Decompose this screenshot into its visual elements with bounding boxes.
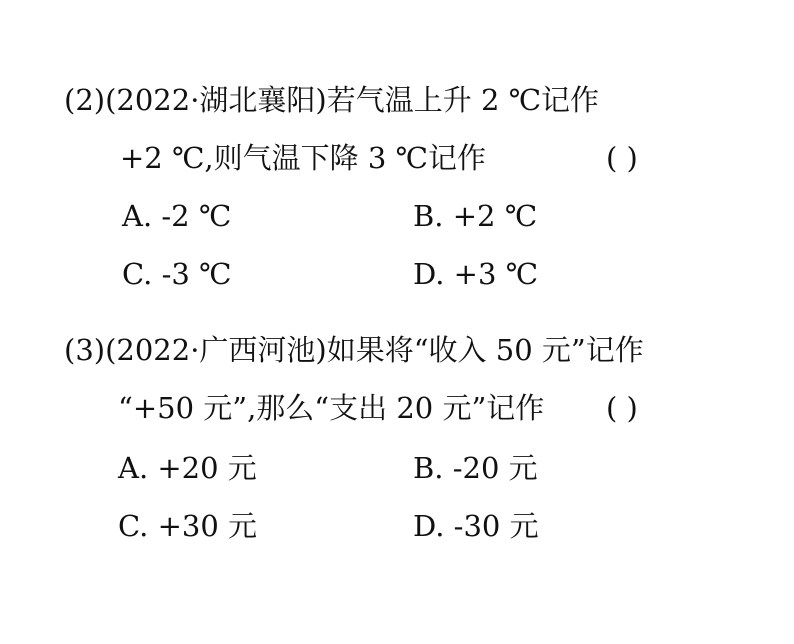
- question-2-option-b[interactable]: B. +2 ℃: [413, 199, 538, 233]
- question-3-option-a[interactable]: A. +20 元: [118, 451, 257, 485]
- question-3-stem-line-2: “+50 元”,那么“支出 20 元”记作: [118, 391, 545, 425]
- question-2-answer-blank[interactable]: ( ): [606, 141, 638, 175]
- question-2-option-c[interactable]: C. -3 ℃: [122, 257, 232, 291]
- question-2-option-d[interactable]: D. +3 ℃: [413, 257, 539, 291]
- question-3-option-c[interactable]: C. +30 元: [118, 509, 258, 543]
- question-2-option-a[interactable]: A. -2 ℃: [122, 199, 232, 233]
- question-2-stem-line-2: +2 ℃,则气温下降 3 ℃记作: [120, 141, 486, 175]
- question-2-stem-line-1: (2)(2022·湖北襄阳)若气温上升 2 ℃记作: [64, 83, 600, 117]
- question-3-stem-line-1: (3)(2022·广西河池)如果将“收入 50 元”记作: [64, 333, 644, 367]
- question-3-option-d[interactable]: D. -30 元: [413, 509, 539, 543]
- question-3-answer-blank[interactable]: ( ): [606, 391, 638, 425]
- question-3-option-b[interactable]: B. -20 元: [413, 451, 538, 485]
